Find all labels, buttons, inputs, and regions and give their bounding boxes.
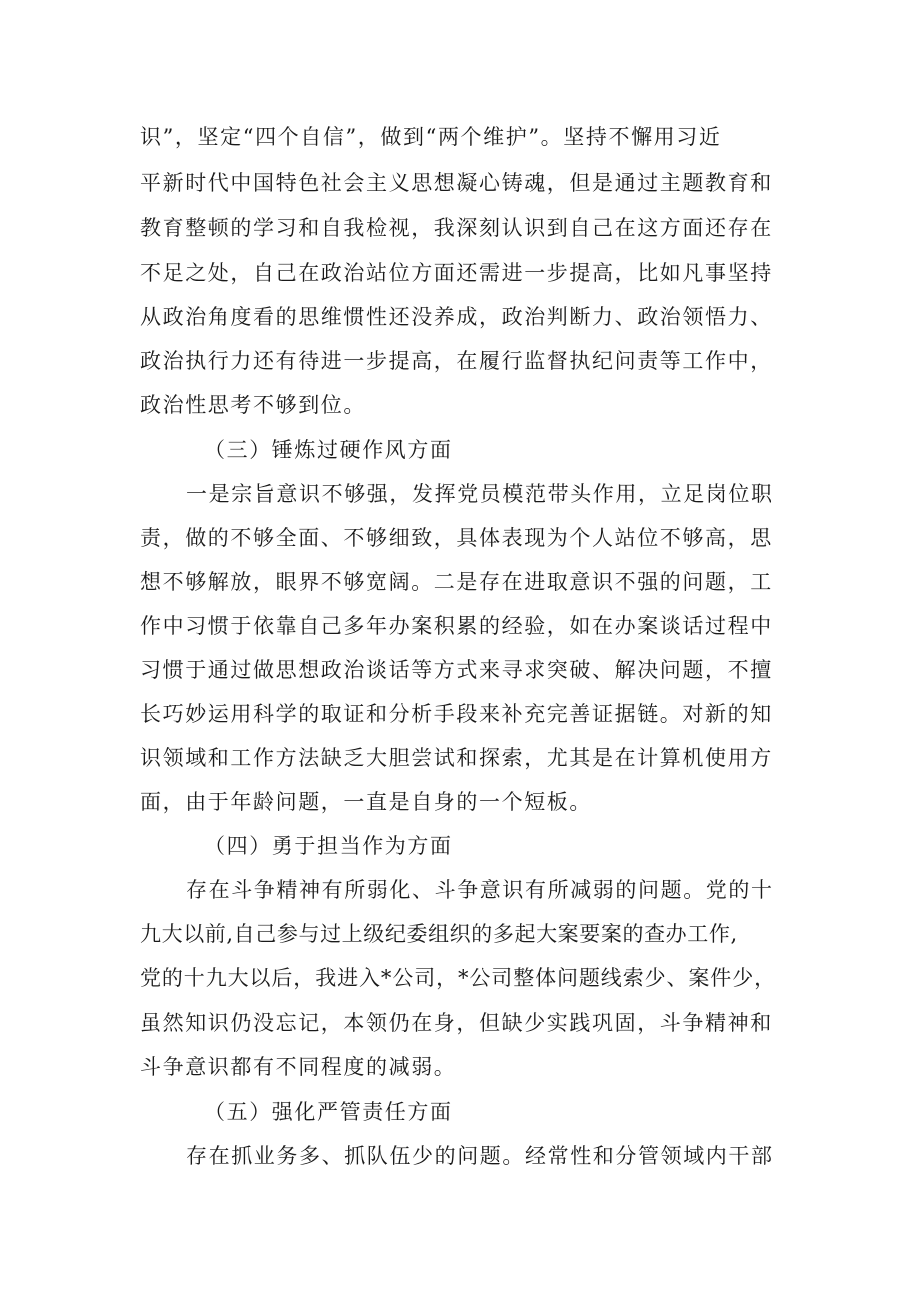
section-heading: （五）强化严管责任方面 bbox=[204, 1100, 453, 1124]
text-line: 存在抓业务多、抓队伍少的问题。经常性和分管领域内干部 bbox=[186, 1144, 774, 1168]
section-heading: （三）锤炼过硬作风方面 bbox=[204, 438, 453, 462]
text-line: 虽然知识仍没忘记，本领仍在身，但缺少实践巩固，斗争精神和 bbox=[140, 1011, 773, 1035]
text-line: 习惯于通过做思想政治谈话等方式来寻求突破、解决问题，不擅 bbox=[140, 658, 773, 682]
text-line: 平新时代中国特色社会主义思想凝心铸魂，但是通过主题教育和 bbox=[140, 171, 773, 195]
text-line: 存在斗争精神有所弱化、斗争意识有所减弱的问题。党的十 bbox=[186, 878, 774, 902]
text-line: 政治性思考不够到位。 bbox=[140, 393, 366, 417]
text-line: 责，做的不够全面、不够细致，具体表现为个人站位不够高，思 bbox=[140, 526, 773, 550]
text-line: 识”，坚定“四个自信”，做到“两个维护”。坚持不懈用习近 bbox=[140, 125, 722, 149]
text-line: 作中习惯于依靠自己多年办案积累的经验，如在办案谈话过程中 bbox=[140, 614, 773, 638]
text-line: 斗争意识都有不同程度的减弱。 bbox=[140, 1055, 457, 1079]
text-line: 一是宗旨意识不够强，发挥党员模范带头作用，立足岗位职 bbox=[186, 482, 774, 506]
text-line: 长巧妙运用科学的取证和分析手段来补充完善证据链。对新的知 bbox=[140, 702, 773, 726]
text-line: 识领域和工作方法缺乏大胆尝试和探索，尤其是在计算机使用方 bbox=[140, 746, 773, 770]
text-line: 面，由于年龄问题，一直是自身的一个短板。 bbox=[140, 790, 592, 814]
text-line: 从政治角度看的思维惯性还没养成，政治判断力、政治领悟力、 bbox=[140, 305, 773, 329]
section-heading: （四）勇于担当作为方面 bbox=[204, 834, 453, 858]
text-line: 党的十九大以后，我进入*公司，*公司整体问题线索少、案件少， bbox=[140, 966, 776, 990]
text-line: 政治执行力还有待进一步提高，在履行监督执纪问责等工作中， bbox=[140, 349, 773, 373]
text-line: 不足之处，自己在政治站位方面还需进一步提高，比如凡事坚持 bbox=[140, 261, 773, 285]
text-line: 九大以前,自己参与过上级纪委组织的多起大案要案的查办工作, bbox=[140, 922, 738, 946]
text-line: 教育整顿的学习和自我检视，我深刻认识到自己在这方面还存在 bbox=[140, 216, 773, 240]
text-line: 想不够解放，眼界不够宽阔。二是存在进取意识不强的问题，工 bbox=[140, 570, 773, 594]
